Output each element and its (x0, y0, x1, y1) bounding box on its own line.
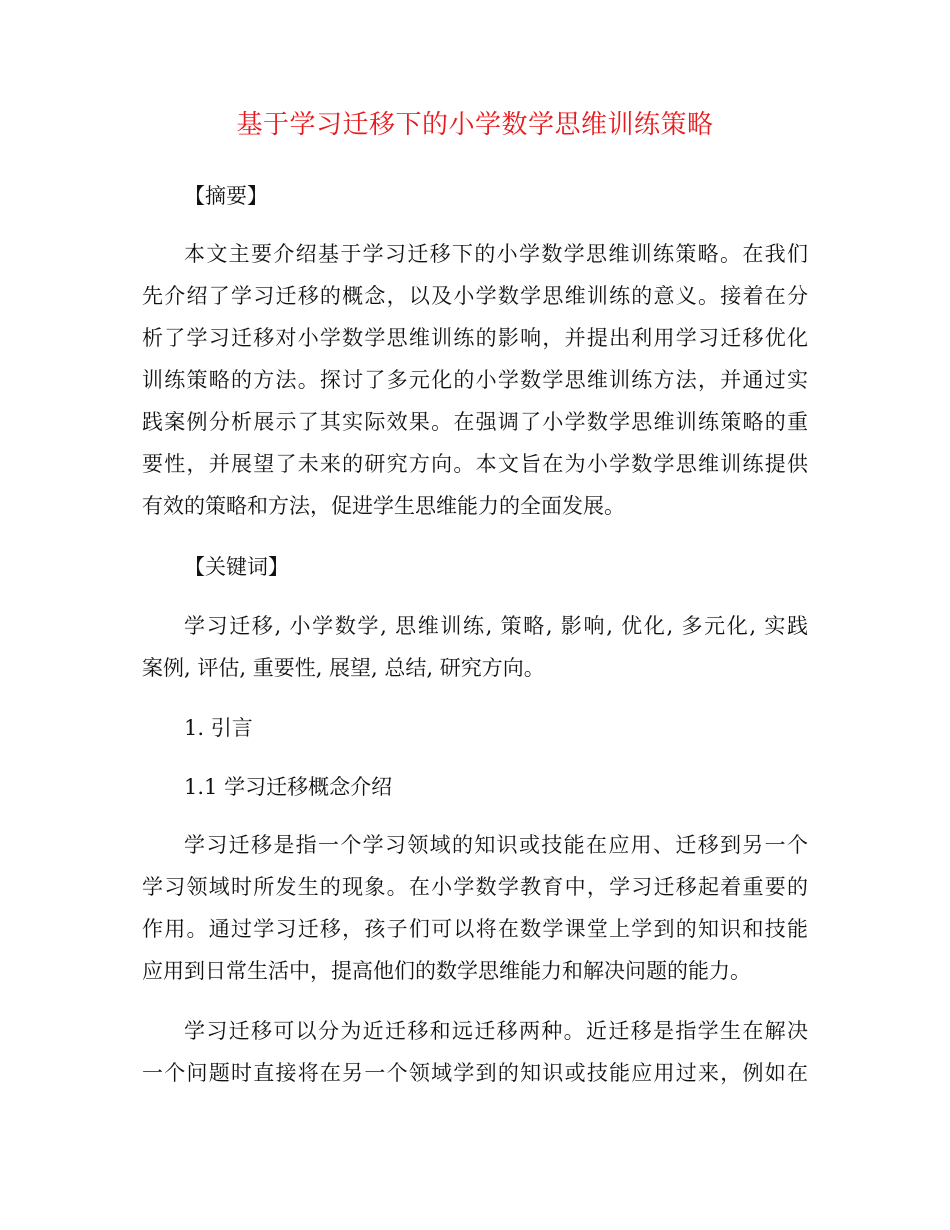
abstract-line: 本文主要介绍基于学习迁移下的小学数学思维训练策略。在我们 (184, 242, 808, 266)
abstract-line: 析了学习迁移对小学数学思维训练的影响，并提出利用学习迁移优化 (142, 326, 808, 350)
abstract-line: 践案例分析展示了其实际效果。在强调了小学数学思维训练策略的重 (142, 410, 808, 434)
abstract-heading: 【摘要】 (184, 184, 268, 208)
keywords-heading: 【关键词】 (184, 555, 289, 579)
abstract-line: 有效的策略和方法，促进学生思维能力的全面发展。 (142, 494, 625, 518)
abstract-line: 先介绍了学习迁移的概念，以及小学数学思维训练的意义。接着在分 (142, 284, 808, 308)
paragraph-line: 学习领域时所发生的现象。在小学数学教育中，学习迁移起着重要的 (142, 875, 808, 899)
keywords-line: 学习迁移, 小学数学, 思维训练, 策略, 影响, 优化, 多元化, 实践 (184, 614, 808, 638)
section-heading: 1. 引言 (184, 716, 253, 740)
abstract-line: 训练策略的方法。探讨了多元化的小学数学思维训练方法，并通过实 (142, 368, 808, 392)
subsection-heading: 1.1 学习迁移概念介绍 (184, 775, 393, 799)
document-title: 基于学习迁移下的小学数学思维训练策略 (236, 110, 714, 140)
paragraph-line: 一个问题时直接将在另一个领域学到的知识或技能应用过来，例如在 (142, 1061, 808, 1085)
abstract-line: 要性，并展望了未来的研究方向。本文旨在为小学数学思维训练提供 (142, 452, 808, 476)
paragraph-line: 学习迁移是指一个学习领域的知识或技能在应用、迁移到另一个 (184, 833, 808, 857)
keywords-line: 案例, 评估, 重要性, 展望, 总结, 研究方向。 (142, 656, 545, 680)
paragraph-line: 作用。通过学习迁移，孩子们可以将在数学课堂上学到的知识和技能 (142, 917, 808, 941)
paragraph-line: 应用到日常生活中，提高他们的数学思维能力和解决问题的能力。 (142, 959, 751, 983)
paragraph-line: 学习迁移可以分为近迁移和远迁移两种。近迁移是指学生在解决 (184, 1019, 808, 1043)
